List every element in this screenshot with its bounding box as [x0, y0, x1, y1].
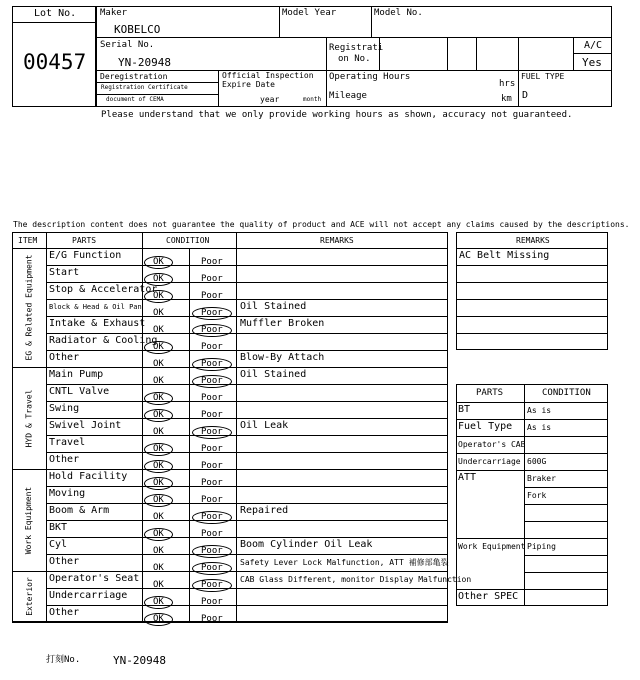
km-unit: km	[501, 94, 512, 104]
part-label: Boom & Arm	[49, 505, 110, 516]
remark-text: Boom Cylinder Oil Leak	[240, 539, 373, 550]
ok-option[interactable]: OK	[144, 528, 173, 541]
remark-text: Oil Leak	[240, 420, 289, 431]
ok-option[interactable]: OK	[144, 290, 173, 303]
ok-option[interactable]: OK	[153, 512, 164, 522]
poor-option[interactable]: Poor	[201, 597, 223, 607]
right-condition-value: Fork	[527, 491, 547, 500]
poor-option[interactable]: Poor	[192, 511, 232, 524]
model-no-label: Model No.	[374, 8, 423, 18]
poor-option[interactable]: Poor	[201, 529, 223, 539]
ok-option[interactable]: OK	[153, 325, 164, 335]
part-label: Undercarriage	[49, 590, 128, 601]
part-label: Radiator & Cooling	[49, 335, 158, 346]
registration-certificate-label: Registration Certificate	[101, 84, 188, 91]
poor-option[interactable]: Poor	[192, 375, 232, 388]
part-label: Other	[49, 454, 80, 465]
expire-date-label: Expire Date	[222, 80, 275, 89]
part-label: Cyl	[49, 539, 68, 550]
ok-option[interactable]: OK	[153, 563, 164, 573]
ok-option[interactable]: OK	[144, 273, 173, 286]
part-label: CNTL Valve	[49, 386, 110, 397]
lot-label: Lot No.	[34, 8, 77, 19]
poor-option[interactable]: Poor	[201, 342, 223, 352]
ok-option[interactable]: OK	[153, 580, 164, 590]
part-label: BKT	[49, 522, 68, 533]
poor-option[interactable]: Poor	[201, 495, 223, 505]
part-label: Moving	[49, 488, 86, 499]
poor-option[interactable]: Poor	[192, 307, 232, 320]
part-label: Other	[49, 556, 80, 567]
poor-option[interactable]: Poor	[192, 324, 232, 337]
part-label: Intake & Exhaust	[49, 318, 146, 329]
ok-option[interactable]: OK	[153, 376, 164, 386]
part-label: Swivel Joint	[49, 420, 122, 431]
poor-option[interactable]: Poor	[201, 444, 223, 454]
hours-note: Please understand that we only provide working hours as shown, accuracy not guaranteed.	[101, 110, 573, 120]
remark-text: Repaired	[240, 505, 289, 516]
right-part-label: Operator's CAB	[458, 440, 526, 449]
poor-option[interactable]: Poor	[201, 461, 223, 471]
part-label: E/G Function	[49, 250, 122, 261]
right-remarks-header: REMARKS	[516, 236, 550, 245]
right-part-label: Work Equipment	[458, 542, 526, 551]
part-label: Block & Head & Oil Pan	[49, 303, 142, 311]
year-label: year	[260, 95, 280, 104]
registration-label-2: on No.	[338, 54, 371, 64]
ok-option[interactable]: OK	[144, 392, 173, 405]
mileage-label: Mileage	[329, 91, 367, 101]
ok-option[interactable]: OK	[153, 427, 164, 437]
lot-number: 00457	[23, 50, 87, 74]
category-label: HYD & Travel	[24, 389, 34, 447]
right-part-label: ATT	[458, 472, 477, 483]
poor-option[interactable]: Poor	[201, 410, 223, 420]
fuel-type-value: D	[522, 90, 529, 101]
ok-option[interactable]: OK	[144, 256, 173, 269]
ok-option[interactable]: OK	[144, 596, 173, 609]
right-parts-header: PARTS	[476, 388, 504, 398]
ac-label: A/C	[584, 40, 603, 51]
poor-option[interactable]: Poor	[201, 274, 223, 284]
disclaimer-text: The description content does not guarantee the quality of product and ACE will not accept any claims caused by the descriptions.	[13, 220, 630, 229]
remark-text: Oil Stained	[240, 301, 307, 312]
right-condition-value: As is	[527, 423, 552, 432]
right-remark-text: AC Belt Missing	[459, 250, 550, 261]
poor-option[interactable]: Poor	[192, 426, 232, 439]
poor-option[interactable]: Poor	[201, 614, 223, 624]
ok-option[interactable]: OK	[144, 443, 173, 456]
category-label: Work Equipment	[24, 486, 34, 554]
part-label: Hold Facility	[49, 471, 128, 482]
part-label: Start	[49, 267, 80, 278]
remark-text: Safety Lever Lock Malfunction, ATT 補修部亀裂	[240, 558, 449, 567]
part-label: Swing	[49, 403, 80, 414]
ok-option[interactable]: OK	[153, 308, 164, 318]
right-part-label: Other SPEC	[458, 591, 519, 602]
remark-text: Blow-By Attach	[240, 352, 325, 363]
category-label: EG & Related Equipment	[24, 254, 34, 361]
part-label: Stop & Accelerator	[49, 284, 158, 295]
maker-value: KOBELCO	[114, 23, 161, 36]
ok-option[interactable]: OK	[153, 359, 164, 369]
model-year-label: Model Year	[282, 8, 337, 18]
poor-option[interactable]: Poor	[192, 562, 232, 575]
cema-label: document of CEMA	[106, 96, 164, 103]
poor-option[interactable]: Poor	[201, 393, 223, 403]
remark-text: Oil Stained	[240, 369, 307, 380]
ok-option[interactable]: OK	[144, 341, 173, 354]
poor-option[interactable]: Poor	[201, 478, 223, 488]
ok-option[interactable]: OK	[144, 613, 173, 626]
operating-hours-label: Operating Hours	[329, 72, 411, 82]
right-condition-value: Piping	[527, 542, 556, 551]
poor-option[interactable]: Poor	[192, 358, 232, 371]
remark-text: Muffler Broken	[240, 318, 325, 329]
part-label: Other	[49, 607, 80, 618]
maker-label: Maker	[100, 8, 128, 18]
poor-option[interactable]: Poor	[201, 291, 223, 301]
category-label: Exterior	[24, 577, 34, 616]
right-condition-value: 600G	[527, 457, 547, 466]
right-part-label: Undercarriage	[458, 457, 521, 466]
poor-option[interactable]: Poor	[201, 257, 223, 267]
right-condition-header: CONDITION	[542, 388, 591, 398]
ok-option[interactable]: OK	[144, 494, 173, 507]
inspection-label: Official Inspection	[222, 71, 314, 80]
registration-label: Registrati	[329, 43, 384, 53]
header-condition: CONDITION	[166, 236, 210, 245]
fuel-type-label: FUEL TYPE	[521, 72, 565, 81]
part-label: Main Pump	[49, 369, 104, 380]
right-condition-value: Braker	[527, 474, 556, 483]
deregistration-label: Deregistration	[100, 72, 168, 81]
poor-option[interactable]: Poor	[192, 545, 232, 558]
month-label: month	[303, 96, 322, 103]
header-parts: PARTS	[72, 236, 97, 245]
right-condition-value: As is	[527, 406, 552, 415]
poor-option[interactable]: Poor	[192, 579, 232, 592]
serial-label: Serial No.	[100, 40, 155, 50]
engraving-value: YN-20948	[113, 654, 166, 667]
ok-option[interactable]: OK	[153, 546, 164, 556]
part-label: Travel	[49, 437, 86, 448]
ok-option[interactable]: OK	[144, 409, 173, 422]
right-part-label: Fuel Type	[458, 421, 513, 432]
part-label: Other	[49, 352, 80, 363]
ac-value: Yes	[582, 56, 602, 69]
serial-value: YN-20948	[118, 56, 171, 69]
remark-text: CAB Glass Different, monitor Display Malfunction	[240, 575, 472, 584]
ok-option[interactable]: OK	[144, 477, 173, 490]
part-label: Operator's Seat	[49, 573, 140, 584]
header-item: ITEM	[18, 236, 38, 245]
engraving-label: 打刻No.	[46, 655, 81, 665]
right-part-label: BT	[458, 404, 471, 415]
header-remarks: REMARKS	[320, 236, 354, 245]
ok-option[interactable]: OK	[144, 460, 173, 473]
hrs-unit: hrs	[499, 79, 516, 89]
